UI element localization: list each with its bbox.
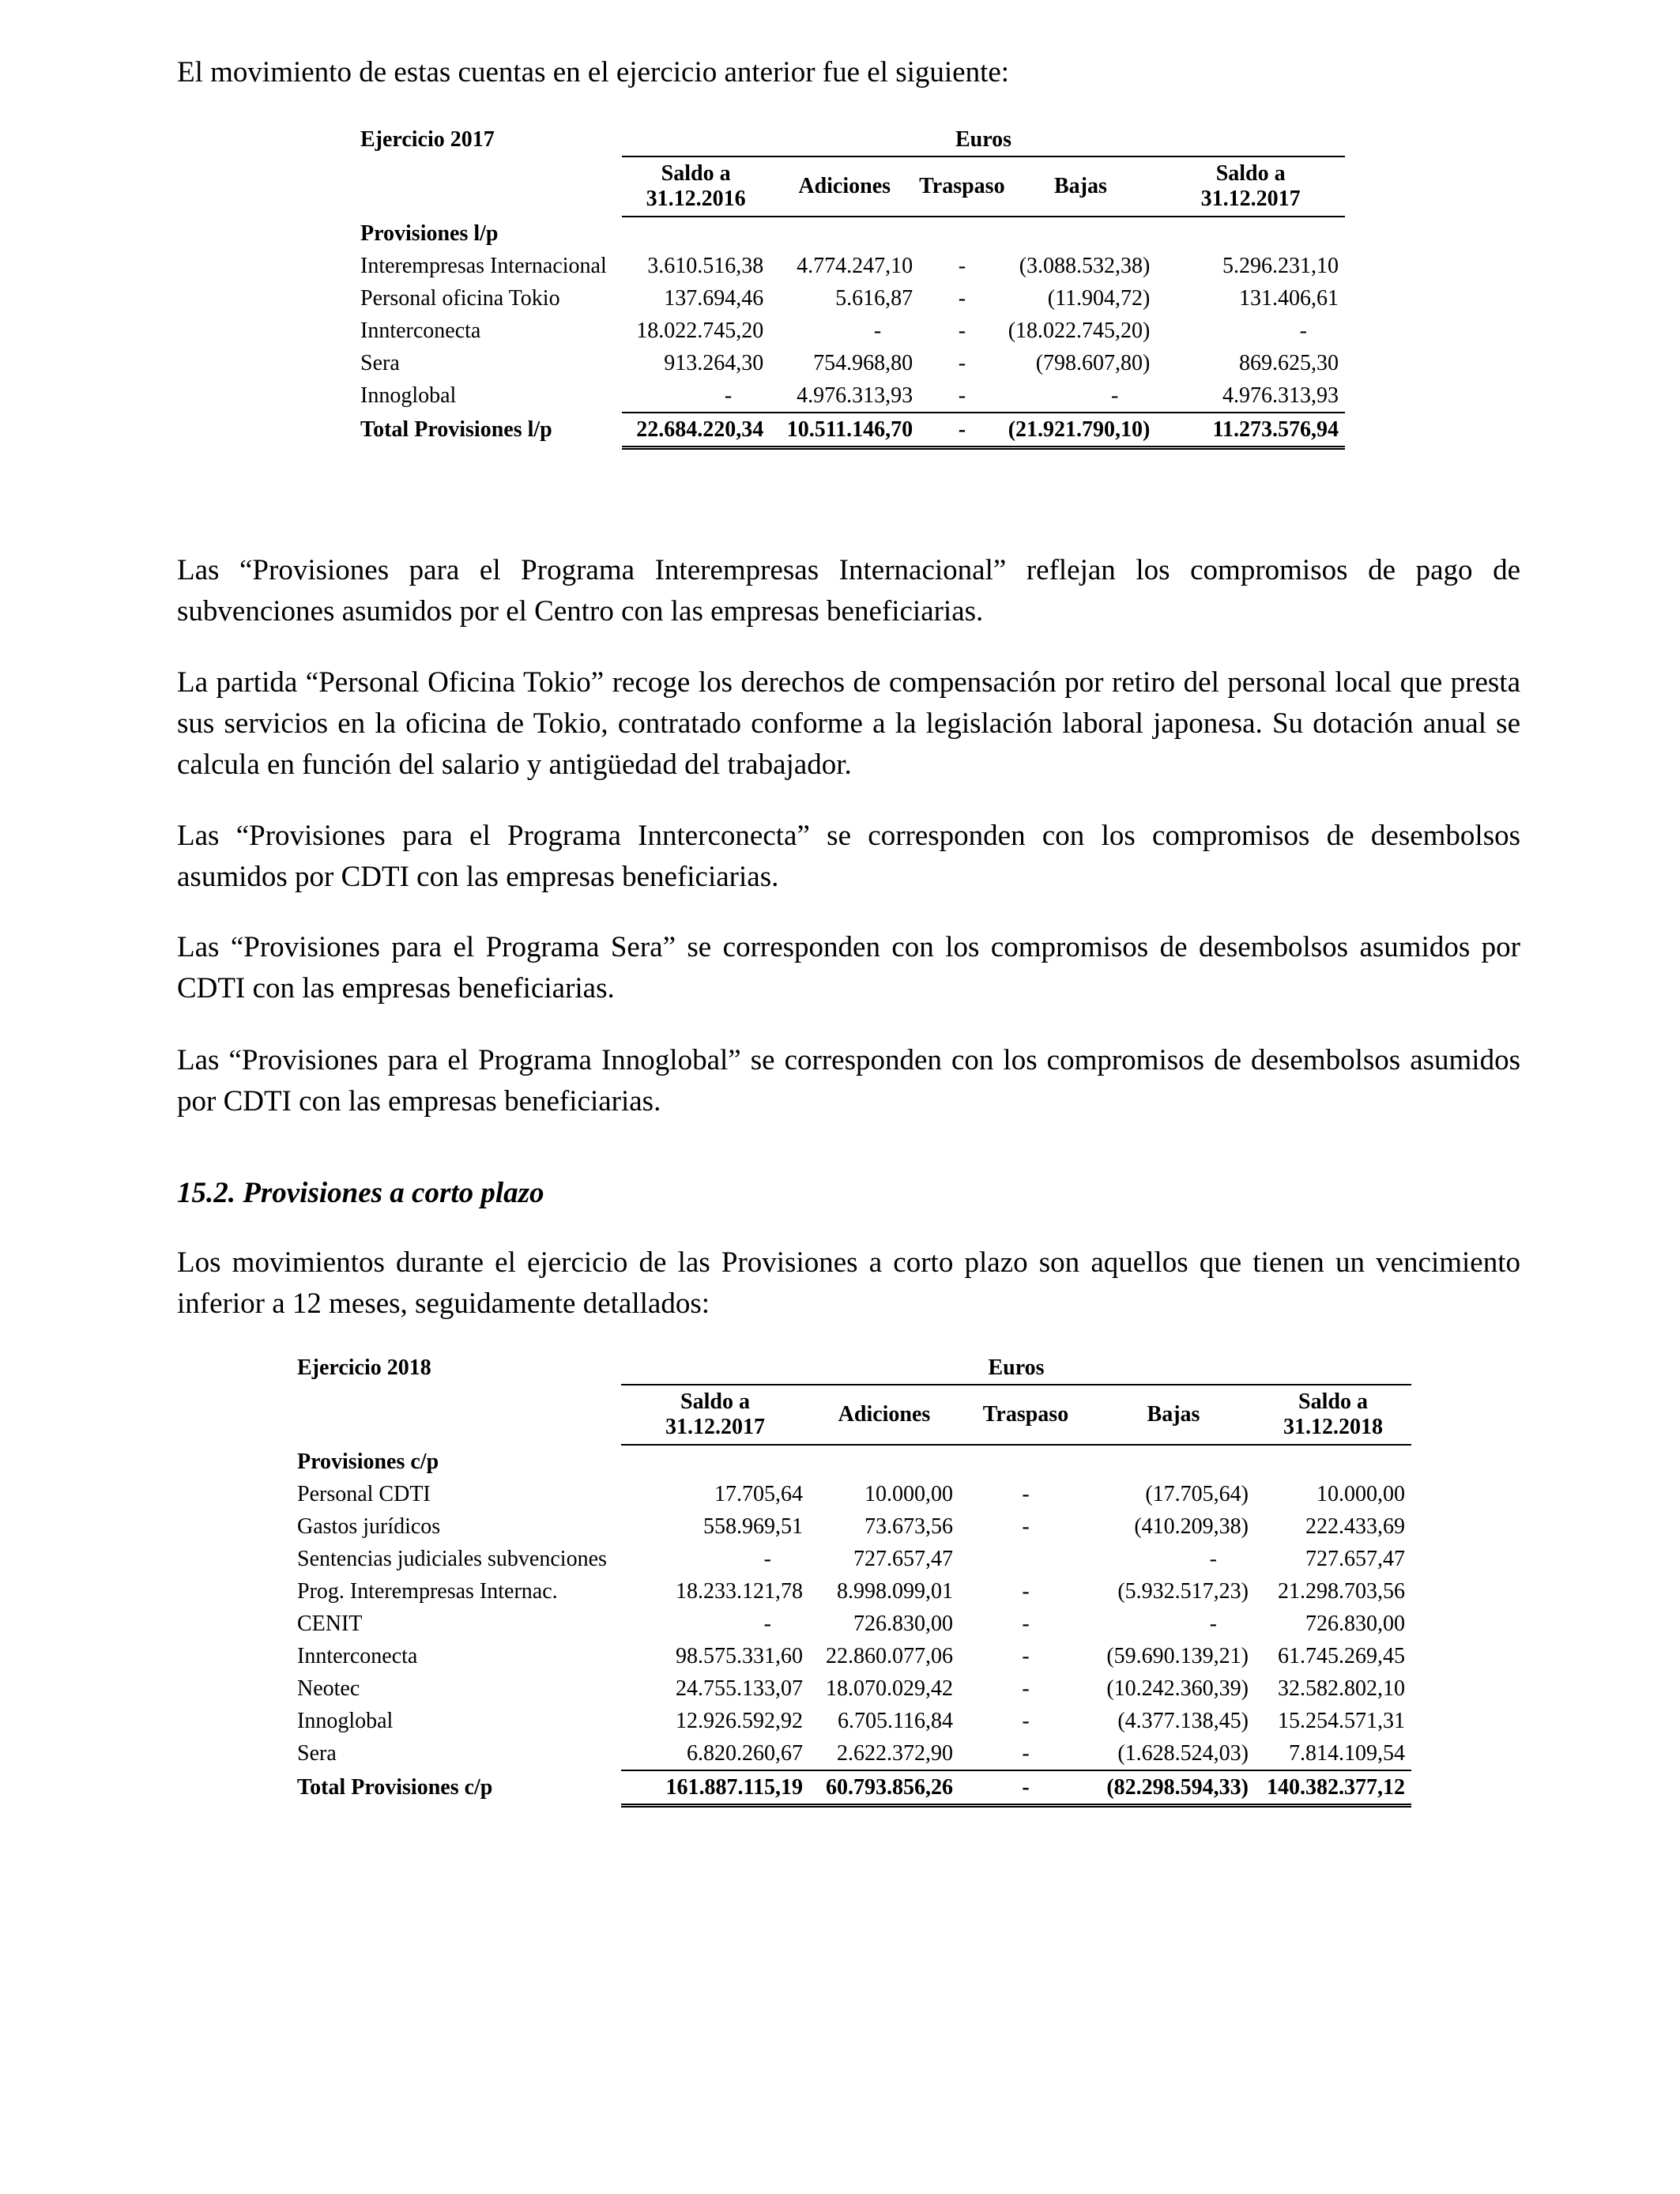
row-value: 754.968,80 bbox=[813, 350, 913, 375]
total-value: 161.887.115,19 bbox=[621, 1770, 809, 1806]
column-header-line: 31.12.2016 bbox=[646, 187, 746, 211]
row-label: Innoglobal bbox=[297, 1708, 394, 1733]
table-row bbox=[297, 1737, 1411, 1770]
total-value: 140.382.377,12 bbox=[1255, 1770, 1411, 1806]
row-value: (18.022.745,20) bbox=[1008, 318, 1151, 343]
total-row bbox=[297, 1770, 1411, 1806]
row-value: 5.296.231,10 bbox=[1222, 253, 1339, 278]
row-value: 8.998.099,01 bbox=[837, 1578, 953, 1604]
row-value: 3.610.516,38 bbox=[647, 253, 764, 278]
column-header bbox=[622, 156, 770, 217]
column-header-line: Bajas bbox=[1147, 1402, 1200, 1427]
table-row bbox=[297, 1640, 1411, 1672]
table-ejercicio-2018 bbox=[297, 1351, 1411, 1808]
row-value: 727.657,47 bbox=[853, 1546, 953, 1571]
header-spacer bbox=[360, 156, 622, 217]
table-row bbox=[297, 1575, 1411, 1608]
row-value: 4.976.313,93 bbox=[770, 379, 919, 413]
column-header bbox=[770, 156, 919, 217]
row-value: 4.774.247,10 bbox=[797, 253, 913, 278]
row-value: (10.242.360,39) bbox=[1106, 1676, 1249, 1701]
total-value: 10.511.146,70 bbox=[770, 413, 919, 448]
header-spacer bbox=[297, 1385, 621, 1445]
row-label: Innoglobal bbox=[360, 383, 457, 408]
row-value: 61.745.269,45 bbox=[1278, 1643, 1405, 1668]
row-value: (4.377.138,45) bbox=[1117, 1708, 1249, 1733]
section-label-row bbox=[360, 217, 1345, 250]
row-value: - bbox=[1299, 318, 1307, 343]
row-value: - bbox=[1005, 379, 1157, 413]
row-value: - bbox=[958, 350, 966, 375]
column-header-line: Adiciones bbox=[798, 174, 891, 198]
row-value: - bbox=[959, 1737, 1092, 1770]
table-row bbox=[360, 315, 1345, 347]
row-value: - bbox=[1209, 1546, 1217, 1571]
row-value: - bbox=[1022, 1514, 1030, 1539]
column-header bbox=[919, 156, 1004, 217]
row-label: Sentencias judiciales subvenciones bbox=[297, 1546, 607, 1571]
column-header bbox=[1005, 156, 1157, 217]
row-value: - bbox=[1022, 1676, 1030, 1701]
row-label: Innterconecta bbox=[297, 1643, 418, 1668]
row-value: 137.694,46 bbox=[664, 285, 764, 311]
row-value: 24.755.133,07 bbox=[676, 1676, 803, 1701]
total-value: (21.921.790,10) bbox=[1005, 413, 1157, 448]
currency-header: Euros bbox=[622, 123, 1345, 156]
row-value: - bbox=[1022, 1643, 1030, 1668]
column-header-row bbox=[297, 1385, 1411, 1445]
row-value: 22.860.077,06 bbox=[826, 1643, 953, 1668]
table-row bbox=[360, 347, 1345, 379]
section-paragraph: Los movimientos durante el ejercicio de las Provisiones a corto plazo son aquellos que tienen un vencimiento inferior a 12 meses, seguidamente detallados: bbox=[177, 1246, 1520, 1320]
column-header-line: Bajas bbox=[1054, 174, 1107, 198]
column-header bbox=[1092, 1385, 1255, 1445]
table-title: Ejercicio 2017 bbox=[360, 127, 495, 152]
table-row bbox=[297, 1543, 1411, 1575]
row-value: - bbox=[763, 1546, 771, 1571]
table-row bbox=[297, 1510, 1411, 1543]
row-value: 32.582.802,10 bbox=[1278, 1676, 1405, 1701]
table-row bbox=[297, 1705, 1411, 1737]
paragraph-personal-tokio: La partida “Personal Oficina Tokio” recoge los derechos de compensación por retiro del personal local que presta sus servicios en la oficina de Tokio, contratado conforme a la legislación laboral japonesa. Su dotación anual se calcula en función del salario y antigüedad del trabajador. bbox=[177, 666, 1520, 781]
row-value: - bbox=[919, 379, 1004, 413]
row-value: 131.406,61 bbox=[1239, 285, 1339, 311]
table-row bbox=[297, 1672, 1411, 1705]
table-ejercicio-2017 bbox=[360, 123, 1345, 450]
row-value: 7.814.109,54 bbox=[1255, 1737, 1411, 1770]
row-value: - bbox=[958, 253, 966, 278]
intro-paragraph: El movimiento de estas cuentas en el ejercicio anterior fue el siguiente: bbox=[177, 56, 1010, 89]
currency-header: Euros bbox=[621, 1351, 1411, 1385]
column-header-row bbox=[360, 156, 1345, 217]
column-header-line: 31.12.2017 bbox=[665, 1415, 765, 1439]
row-value: (798.607,80) bbox=[1035, 350, 1151, 375]
column-header-line: Saldo a bbox=[680, 1389, 750, 1414]
section-label-row bbox=[297, 1445, 1411, 1478]
paragraph-interempresas: Las “Provisiones para el Programa Interempresas Internacional” reflejan los compromisos de pago de subvenciones asumidos por el Centro con las empresas beneficiarias. bbox=[177, 554, 1520, 628]
row-value: 18.233.121,78 bbox=[676, 1578, 803, 1604]
row-value: - bbox=[958, 285, 966, 311]
table-title: Ejercicio 2018 bbox=[297, 1355, 431, 1380]
table-title-row bbox=[360, 123, 1345, 156]
row-value: - bbox=[1209, 1611, 1217, 1636]
row-value: (3.088.532,38) bbox=[1019, 253, 1151, 278]
column-header bbox=[621, 1385, 809, 1445]
row-value: (17.705,64) bbox=[1145, 1481, 1249, 1506]
section-label: Provisiones l/p bbox=[360, 221, 499, 246]
column-header-line: Saldo a bbox=[1215, 161, 1286, 186]
table-row bbox=[360, 250, 1345, 282]
row-label: Personal oficina Tokio bbox=[360, 285, 560, 311]
paragraph-sera: Las “Provisiones para el Programa Sera” se corresponden con los compromisos de desembolsos asumidos por CDTI con las empresas beneficiarias. bbox=[177, 931, 1520, 1005]
row-label: Sera bbox=[297, 1741, 337, 1766]
row-value: - bbox=[1022, 1481, 1030, 1506]
total-value: 22.684.220,34 bbox=[622, 413, 770, 448]
column-header-line: 31.12.2018 bbox=[1283, 1415, 1383, 1439]
total-value: 11.273.576,94 bbox=[1156, 413, 1345, 448]
column-header-line: 31.12.2017 bbox=[1200, 187, 1301, 211]
row-value: - bbox=[622, 379, 770, 413]
row-value: 726.830,00 bbox=[1305, 1611, 1405, 1636]
row-value: 98.575.331,60 bbox=[676, 1643, 803, 1668]
column-header-line: Saldo a bbox=[1298, 1389, 1368, 1414]
column-header-line: Traspaso bbox=[982, 1402, 1069, 1427]
section-heading: 15.2. Provisiones a corto plazo bbox=[177, 1177, 544, 1209]
total-value: 60.793.856,26 bbox=[809, 1770, 959, 1806]
row-value: 10.000,00 bbox=[1317, 1481, 1405, 1506]
row-value: 15.254.571,31 bbox=[1278, 1708, 1405, 1733]
row-value: 73.673,56 bbox=[864, 1514, 953, 1539]
column-header bbox=[1156, 156, 1345, 217]
row-value: 913.264,30 bbox=[664, 350, 764, 375]
total-value: - bbox=[919, 413, 1004, 448]
row-value: - bbox=[763, 1611, 771, 1636]
row-value: - bbox=[873, 318, 882, 343]
column-header bbox=[809, 1385, 959, 1445]
paragraph-innoglobal: Las “Provisiones para el Programa Innoglobal” se corresponden con los compromisos de desembolsos asumidos por CDTI con las empresas beneficiarias. bbox=[177, 1044, 1520, 1118]
row-label: Prog. Interempresas Internac. bbox=[297, 1578, 558, 1604]
total-value: - bbox=[959, 1770, 1092, 1806]
row-value: 17.705,64 bbox=[714, 1481, 803, 1506]
table-row bbox=[360, 282, 1345, 315]
row-label: Innterconecta bbox=[360, 318, 481, 343]
row-value: (1.628.524,03) bbox=[1092, 1737, 1255, 1770]
row-value bbox=[959, 1543, 1092, 1575]
row-value: - bbox=[1022, 1708, 1030, 1733]
row-value: 727.657,47 bbox=[1305, 1546, 1405, 1571]
total-label: Total Provisiones l/p bbox=[360, 417, 552, 443]
row-value: 6.820.260,67 bbox=[621, 1737, 809, 1770]
row-value: 558.969,51 bbox=[703, 1514, 803, 1539]
table-row bbox=[297, 1608, 1411, 1640]
row-value: 222.433,69 bbox=[1305, 1514, 1405, 1539]
row-label: CENIT bbox=[297, 1611, 363, 1636]
row-value: 4.976.313,93 bbox=[1156, 379, 1345, 413]
row-value: - bbox=[1022, 1611, 1030, 1636]
row-value: - bbox=[1022, 1578, 1030, 1604]
row-value: 21.298.703,56 bbox=[1278, 1578, 1405, 1604]
column-header-line: Saldo a bbox=[661, 161, 731, 186]
row-value: 18.070.029,42 bbox=[826, 1676, 953, 1701]
table-row bbox=[297, 1478, 1411, 1510]
row-value: (410.209,38) bbox=[1134, 1514, 1249, 1539]
row-value: 18.022.745,20 bbox=[636, 318, 764, 343]
row-label: Interempresas Internacional bbox=[360, 253, 607, 278]
row-value: 10.000,00 bbox=[864, 1481, 953, 1506]
row-value: 869.625,30 bbox=[1239, 350, 1339, 375]
row-label: Gastos jurídicos bbox=[297, 1514, 441, 1539]
row-value: 5.616,87 bbox=[835, 285, 913, 311]
row-value: 726.830,00 bbox=[853, 1611, 953, 1636]
total-value: (82.298.594,33) bbox=[1092, 1770, 1255, 1806]
row-label: Neotec bbox=[297, 1676, 360, 1701]
column-header-line: Traspaso bbox=[919, 174, 1005, 198]
row-value: (11.904,72) bbox=[1047, 285, 1151, 311]
row-value: 12.926.592,92 bbox=[676, 1708, 803, 1733]
row-value: - bbox=[958, 318, 966, 343]
row-value: 2.622.372,90 bbox=[809, 1737, 959, 1770]
total-label: Total Provisiones c/p bbox=[297, 1775, 493, 1800]
row-value: 6.705.116,84 bbox=[838, 1708, 953, 1733]
row-value: (59.690.139,21) bbox=[1106, 1643, 1249, 1668]
total-row bbox=[360, 413, 1345, 448]
row-value: (5.932.517,23) bbox=[1117, 1578, 1249, 1604]
table-row bbox=[360, 379, 1345, 413]
column-header-line: Adiciones bbox=[838, 1402, 931, 1427]
row-label: Personal CDTI bbox=[297, 1481, 431, 1506]
table-title-row bbox=[297, 1351, 1411, 1385]
row-label: Sera bbox=[360, 350, 400, 375]
section-label: Provisiones c/p bbox=[297, 1449, 439, 1474]
column-header bbox=[1255, 1385, 1411, 1445]
column-header bbox=[959, 1385, 1092, 1445]
paragraph-innterconecta: Las “Provisiones para el Programa Innterconecta” se corresponden con los compromisos de desembolsos asumidos por CDTI con las empresas beneficiarias. bbox=[177, 820, 1520, 893]
